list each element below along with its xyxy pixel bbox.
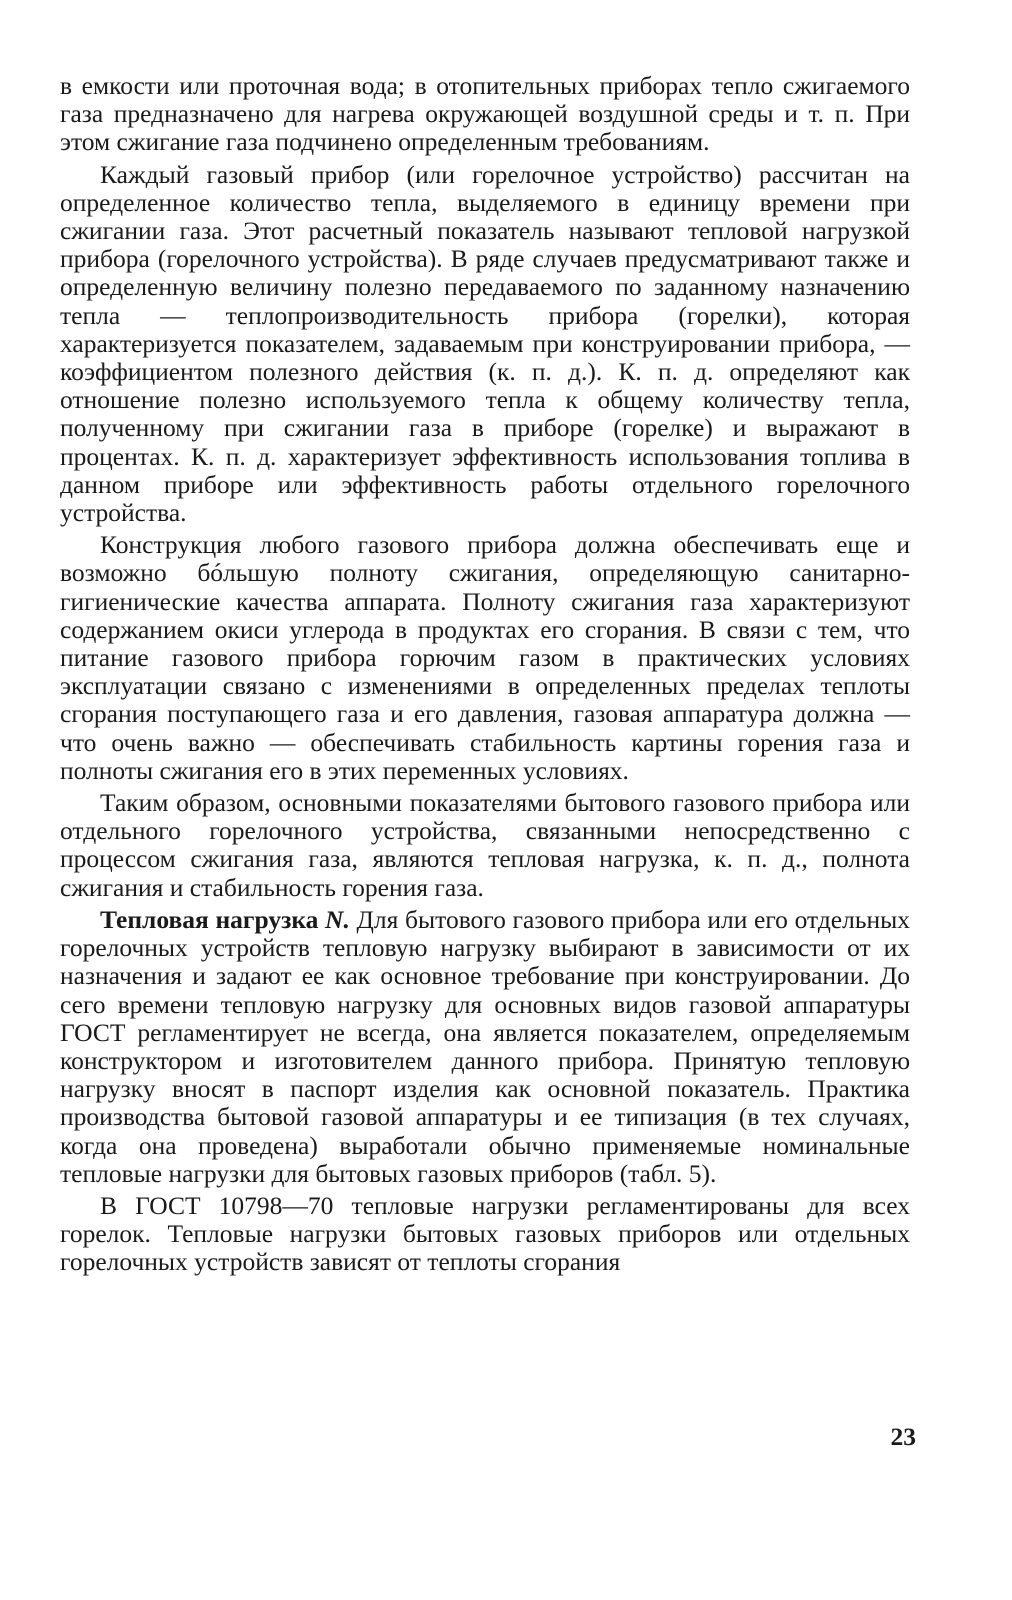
section-heading-symbol: N. bbox=[325, 904, 350, 934]
paragraph-heat-load-definition: Каждый газовый прибор (или горелочное устройство) рассчитан на определенное количество тепла, выделяемого в единицу времени при сжигании газа. Этот расчетный показатель называют тепловой нагрузкой прибора (горелочного устройства). В ряде случаев предусматривают также и определенную величину полезно передаваемого по заданному назначению тепла — теплопроизводительность прибора (горелки), которая характеризуется показателем, задаваемым при конструировании прибора, — коэффициентом полезного действия (к. п. д.). К. п. д. определяют как отношение полезно используемого тепла к общему количеству тепла, полученному при сжигании газа в приборе (горелке) и выражают в процентах. К. п. д. характеризует эффективность использования топлива в данном приборе или эффективность работы отдельного горелочного устройства. bbox=[60, 159, 910, 528]
paragraph-heat-load-section bbox=[60, 906, 910, 1188]
paragraph-combustion-completeness: Конструкция любого газового прибора должна обеспечивать еще и возможно бóльшую полноту сжигания, определяющую санитарно-гигиенические качества аппарата. Полноту сжигания газа характеризуют содержанием окиси углерода в продуктах его сгорания. В связи с тем, что питание газового прибора горючим газом в практических условиях эксплуатации связано с изменениями в определенных пределах теплоты сгорания поступающего газа и его давления, газовая аппаратура должна — что очень важно — обеспечивать стабильность картины горения газа и полноты сжигания его в этих переменных условиях. bbox=[60, 530, 910, 785]
paragraph-gost: В ГОСТ 10798—70 тепловые нагрузки регламентированы для всех горелок. Тепловые нагрузки бытовых газовых приборов или отдельных горелочных устройств зависят от теплоты сгорания bbox=[60, 1190, 910, 1277]
paragraph-continuation: в емкости или проточная вода; в отопительных приборах тепло сжигаемого газа предназначено для нагрева окружающей воздушной среды и т. п. При этом сжигание газа подчинено определенным требованиям. bbox=[60, 71, 910, 157]
paragraph-main-indicators: Таким образом, основными показателями бытового газового прибора или отдельного горелочного устройства, связанными непосредственно с процессом сжигания газа, являются тепловая нагрузка, к. п. д., полнота сжигания и стабильность горения газа. bbox=[60, 788, 910, 902]
page-number: 23 bbox=[890, 1422, 916, 1451]
section-heading bbox=[100, 905, 350, 934]
section-text: Для бытового газового прибора или его отдельных горелочных устройств тепловую нагрузку выбирают в зависимости от их назначения и задают ее как основное требование при конструировании. До сего времени тепловую нагрузку для основных видов газовой аппаратуры ГОСТ регламентирует не всегда, она является показателем, определяемым конструктором и изготовителем данного прибора. Принятую тепловую нагрузку вносят в паспорт изделия как основной показатель. Практика производства бытовой газовой аппаратуры и ее типизация (в тех случаях, когда она проведена) выработали обычно применяемые номинальные тепловые нагрузки для бытовых газовых приборов (табл. 5). bbox=[60, 904, 910, 1188]
page-body bbox=[60, 72, 910, 1277]
section-heading-text: Тепловая нагрузка bbox=[100, 904, 319, 934]
